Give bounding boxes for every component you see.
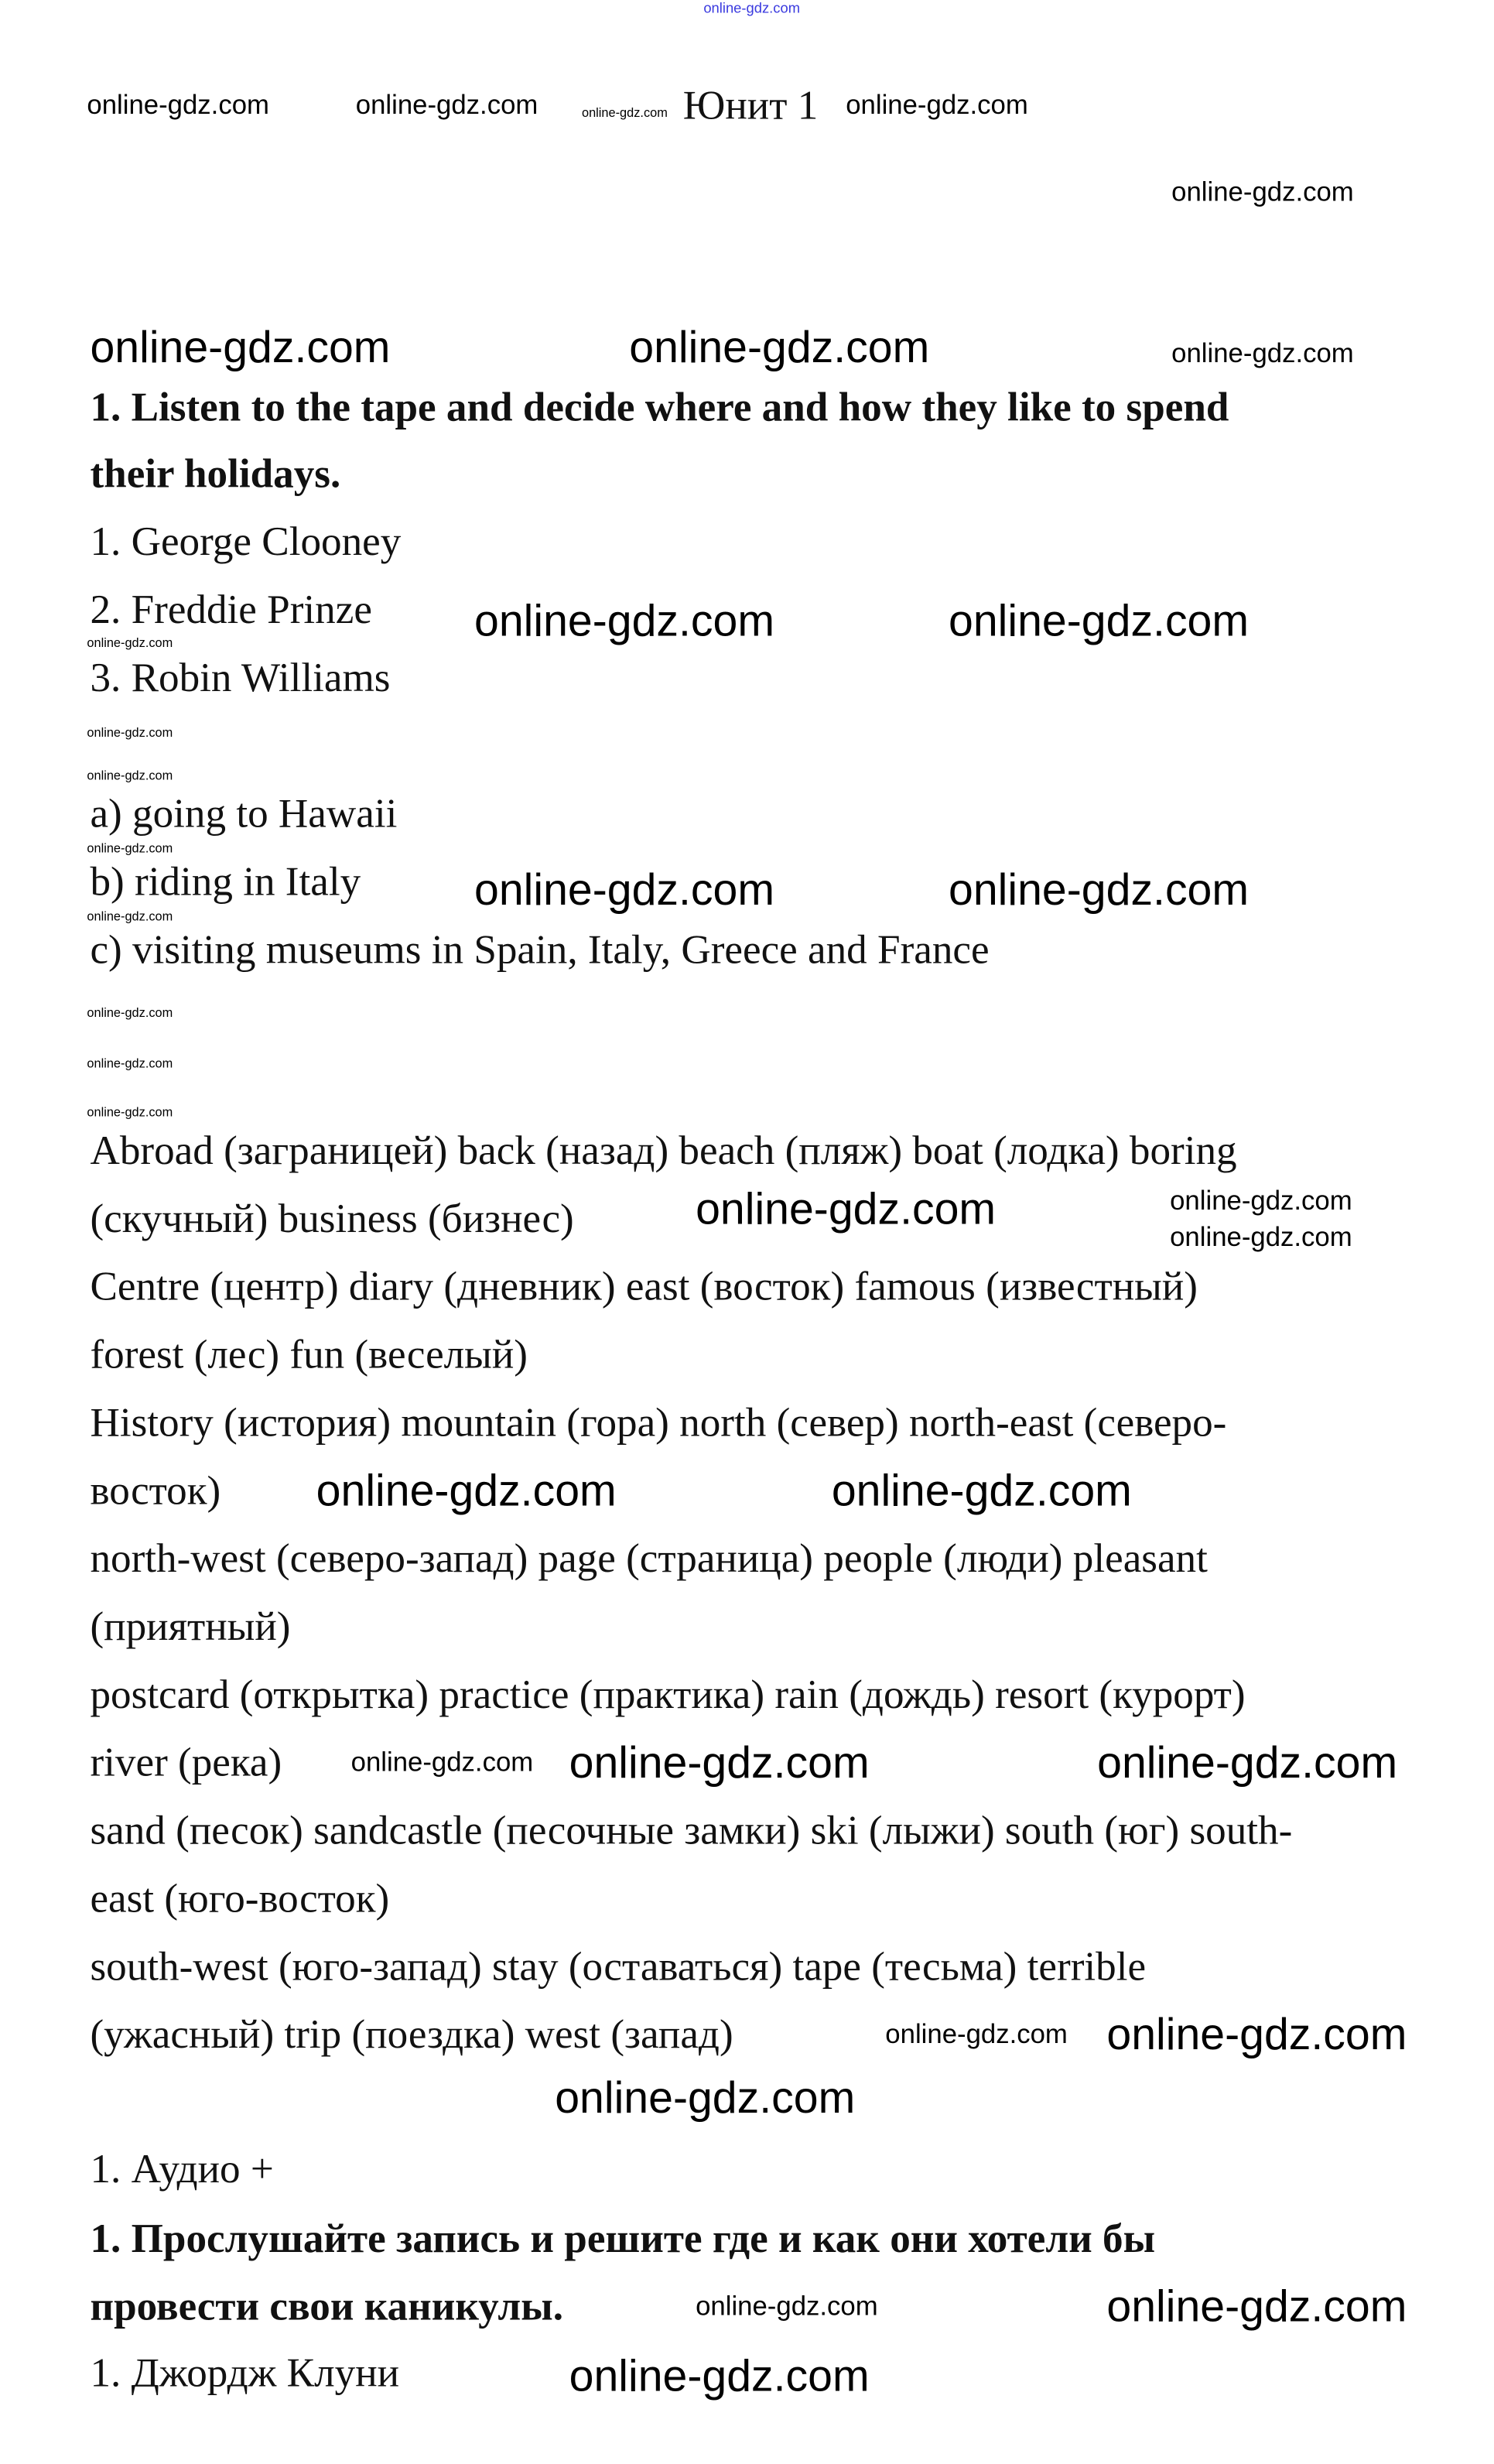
- watermark: online-gdz.com: [555, 2072, 856, 2123]
- watermark: online-gdz.com: [1170, 1186, 1352, 1217]
- person-item: 1. George Clooney: [90, 518, 402, 565]
- watermark: online-gdz.com: [90, 322, 391, 372]
- watermark: online-gdz.com: [703, 0, 801, 16]
- vocab-line: History (история) mountain (гора) north (север) north-east (северо-: [90, 1399, 1227, 1446]
- option-item: b) riding in Italy: [90, 858, 361, 905]
- watermark: online-gdz.com: [350, 1747, 534, 1778]
- watermark: online-gdz.com: [696, 1184, 997, 1234]
- option-item: a) going to Hawaii: [90, 790, 398, 837]
- exercise-heading-ru: 1. Прослушайте запись и решите где и как они хотели бы: [90, 2215, 1156, 2262]
- vocab-line: north-west (северо-запад) page (страница) people (люди) pleasant: [90, 1535, 1208, 1582]
- watermark: online-gdz.com: [1170, 1222, 1352, 1253]
- watermark: online-gdz.com: [87, 725, 173, 741]
- watermark: online-gdz.com: [87, 1005, 173, 1020]
- person-item: 2. Freddie Prinze: [90, 587, 372, 633]
- watermark: online-gdz.com: [569, 2351, 870, 2401]
- person-item: 3. Robin Williams: [90, 654, 391, 701]
- exercise-heading: their holidays.: [90, 450, 341, 497]
- watermark: online-gdz.com: [949, 596, 1250, 645]
- watermark: online-gdz.com: [87, 1056, 173, 1071]
- watermark: online-gdz.com: [1106, 2281, 1407, 2331]
- watermark: online-gdz.com: [885, 2019, 1068, 2050]
- watermark: online-gdz.com: [87, 768, 173, 783]
- vocab-line: (ужасный) trip (поездка) west (запад): [90, 2011, 733, 2058]
- audio-label: 1. Аудио +: [90, 2145, 274, 2192]
- watermark: online-gdz.com: [1171, 338, 1354, 369]
- vocab-line: Centre (центр) diary (дневник) east (восток) famous (известный): [90, 1263, 1198, 1309]
- person-item-ru: 1. Джордж Клуни: [90, 2349, 400, 2396]
- exercise-heading-ru: провести свои каникулы.: [90, 2283, 564, 2329]
- watermark: online-gdz.com: [581, 105, 668, 121]
- watermark: online-gdz.com: [355, 90, 538, 121]
- watermark: online-gdz.com: [87, 635, 173, 650]
- watermark: online-gdz.com: [474, 596, 775, 645]
- watermark: online-gdz.com: [1097, 1737, 1398, 1788]
- watermark: online-gdz.com: [87, 909, 173, 924]
- watermark: online-gdz.com: [831, 1466, 1132, 1515]
- watermark: online-gdz.com: [87, 841, 173, 856]
- watermark: online-gdz.com: [949, 864, 1250, 915]
- watermark: online-gdz.com: [87, 1105, 173, 1120]
- watermark: online-gdz.com: [1171, 176, 1354, 207]
- vocab-line: Abroad (заграницей) back (назад) beach (пляж) boat (лодка) boring: [90, 1127, 1237, 1174]
- watermark: online-gdz.com: [569, 1737, 870, 1788]
- page-title: Юнит 1: [682, 82, 819, 128]
- watermark: online-gdz.com: [696, 2291, 878, 2322]
- watermark: online-gdz.com: [629, 322, 930, 372]
- vocab-line: river (река): [90, 1739, 282, 1785]
- watermark: online-gdz.com: [846, 90, 1028, 121]
- vocab-line: east (юго-восток): [90, 1875, 390, 1922]
- vocab-line: (приятный): [90, 1603, 291, 1650]
- option-item: c) visiting museums in Spain, Italy, Greece and France: [90, 926, 990, 973]
- vocab-line: postcard (открытка) practice (практика) rain (дождь) resort (курорт): [90, 1671, 1246, 1718]
- vocab-line: (скучный) business (бизнес): [90, 1195, 574, 1242]
- vocab-line: south-west (юго-запад) stay (оставаться) tape (тесьма) terrible: [90, 1943, 1147, 1990]
- exercise-heading: 1. Listen to the tape and decide where and how they like to spend: [90, 384, 1229, 430]
- vocab-line: восток): [90, 1467, 221, 1514]
- watermark: online-gdz.com: [87, 90, 269, 121]
- watermark: online-gdz.com: [474, 864, 775, 915]
- vocab-line: forest (лес) fun (веселый): [90, 1331, 528, 1377]
- watermark: online-gdz.com: [316, 1466, 617, 1515]
- vocab-line: sand (песок) sandcastle (песочные замки) ski (лыжи) south (юг) south-: [90, 1807, 1293, 1853]
- watermark: online-gdz.com: [1106, 2010, 1407, 2059]
